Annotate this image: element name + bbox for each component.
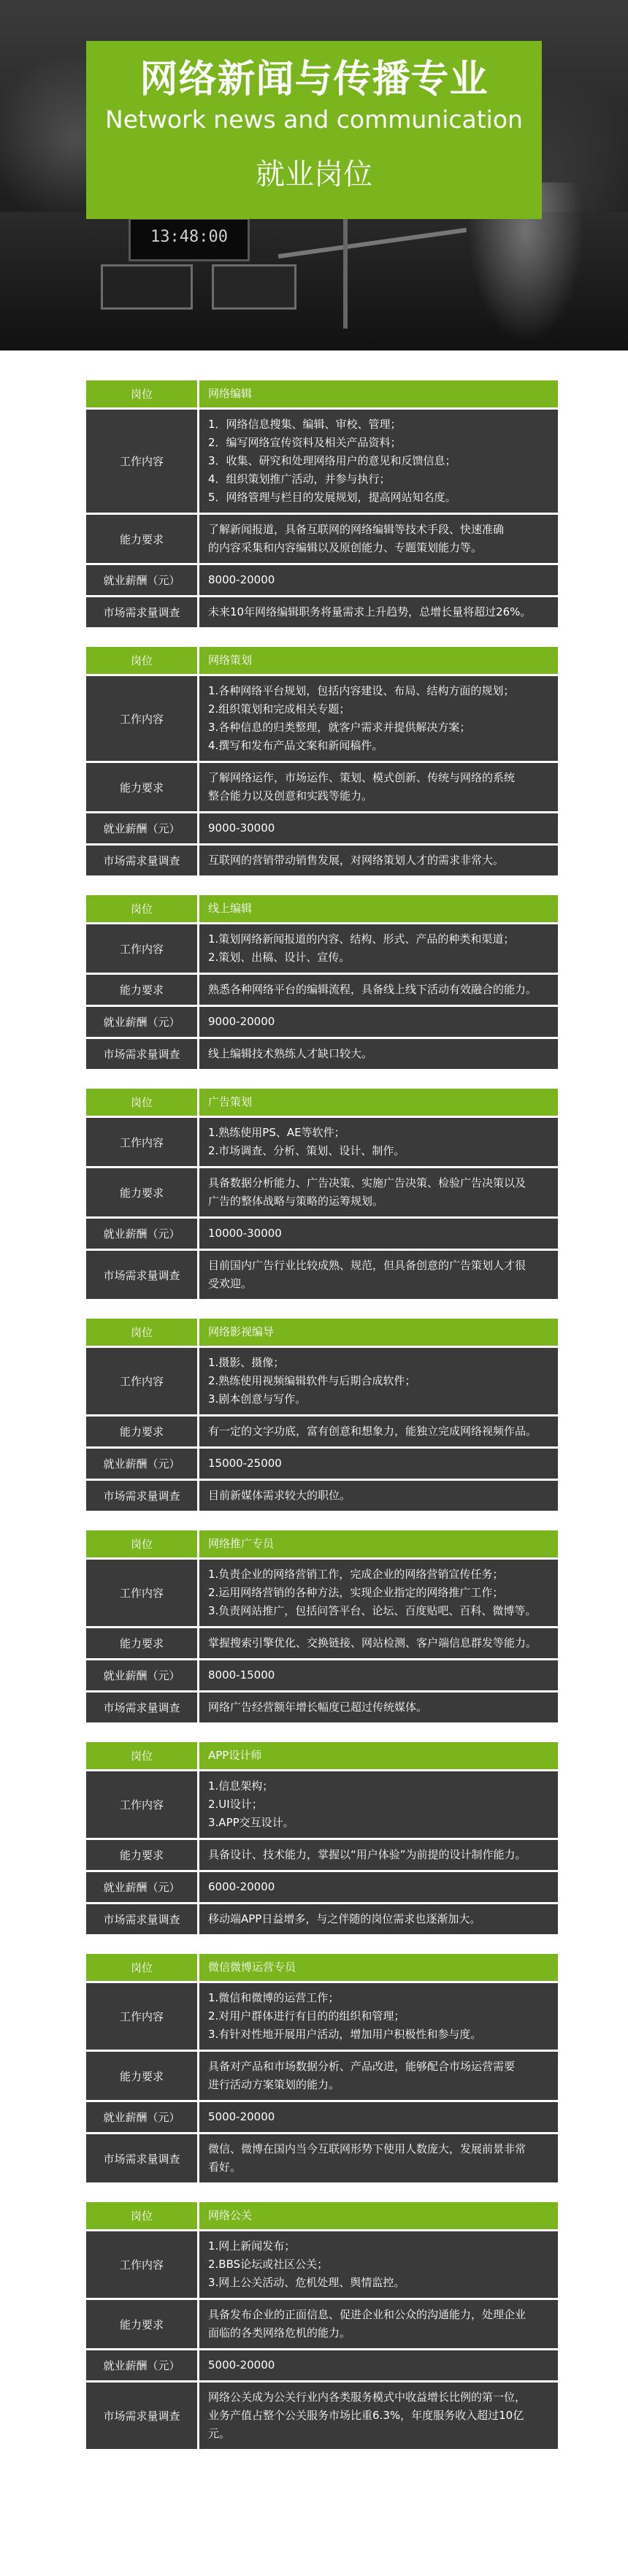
page-title: 网络新闻与传播专业: [139, 58, 489, 101]
market-demand-value: [199, 846, 558, 875]
text-line: 目前国内广告行业比较成熟、规范，但具备创意的广告策划人才很: [208, 1259, 526, 1272]
text-line: 网络公关成为公关行业内各类服务模式中收益增长比例的第一位，: [208, 2391, 526, 2404]
text-line: 5．网络管理与栏目的发展规划，提高网站知名度。: [208, 491, 456, 504]
work-content-label: 工作内容: [86, 1560, 197, 1626]
job-header-row: [86, 1089, 558, 1116]
text-line: 6000-20000: [208, 1880, 275, 1893]
work-content-value: [199, 1771, 558, 1838]
ability-requirement-label: 能力要求: [86, 2052, 197, 2100]
ability-requirement-label: 能力要求: [86, 975, 197, 1005]
ability-requirement-value: [199, 515, 558, 563]
job-table: [86, 1742, 558, 1934]
salary-label: 就业薪酬（元）: [86, 1449, 197, 1479]
salary-value: [199, 1872, 558, 1902]
text-line: 元。: [208, 2427, 231, 2440]
ability-requirement-value: [199, 1840, 558, 1870]
position-label: 岗位: [86, 1742, 197, 1769]
ability-requirement-row: [86, 2300, 558, 2348]
salary-row: [86, 1660, 558, 1690]
salary-value: [199, 1219, 558, 1249]
salary-value: [199, 1449, 558, 1479]
text-line: 移动端APP日益增多，与之伴随的岗位需求也逐渐加大。: [208, 1912, 481, 1925]
job-table: [86, 895, 558, 1069]
position-label: 岗位: [86, 2202, 197, 2229]
position-label: 岗位: [86, 1530, 197, 1557]
work-content-value: [199, 1348, 558, 1414]
market-demand-label: 市场需求量调查: [86, 1904, 197, 1934]
job-table: [86, 1089, 558, 1299]
salary-label: 就业薪酬（元）: [86, 1219, 197, 1249]
ability-requirement-value: [199, 1417, 558, 1446]
position-label: 岗位: [86, 895, 197, 922]
ability-requirement-row: [86, 515, 558, 563]
market-demand-label: 市场需求量调查: [86, 846, 197, 875]
text-line: 5000-20000: [208, 2358, 275, 2372]
page-subtitle: Network news and communication: [105, 105, 523, 134]
work-content-label: 工作内容: [86, 410, 197, 513]
ability-requirement-label: 能力要求: [86, 1168, 197, 1216]
market-demand-row: [86, 1039, 558, 1069]
market-demand-row: [86, 1251, 558, 1299]
text-line: 2.UI设计；: [208, 1798, 263, 1811]
ability-requirement-label: 能力要求: [86, 2300, 197, 2348]
work-content-row: [86, 410, 558, 513]
text-line: 3.有针对性地开展用户活动，增加用户积极性和参与度。: [208, 2028, 482, 2041]
studio-clock: 13:48:00: [129, 218, 250, 261]
text-line: 受欢迎。: [208, 1277, 253, 1290]
text-line: 互联网的营销带动销售发展，对网络策划人才的需求非常大。: [208, 854, 505, 867]
ability-requirement-row: [86, 1168, 558, 1216]
job-table: [86, 1530, 558, 1722]
job-title: 线上编辑: [199, 895, 558, 922]
position-label: 岗位: [86, 647, 197, 674]
text-line: 具备数据分析能力、广告决策、实施广告决策、检验广告决策以及: [208, 1176, 526, 1189]
ability-requirement-row: [86, 763, 558, 811]
job-header-row: [86, 1530, 558, 1557]
work-content-row: [86, 1560, 558, 1626]
ability-requirement-value: [199, 2052, 558, 2100]
studio-monitor: [212, 264, 296, 310]
text-line: 2.运用网络营销的各种方法，实现企业指定的网络推广工作；: [208, 1586, 504, 1599]
job-title: 网络公关: [199, 2202, 558, 2229]
text-line: 熟悉各种网络平台的编辑流程，具备线上线下活动有效融合的能力。: [208, 983, 537, 996]
market-demand-label: 市场需求量调查: [86, 1481, 197, 1511]
text-line: 1.信息架构；: [208, 1779, 274, 1793]
ability-requirement-value: [199, 975, 558, 1005]
salary-row: [86, 565, 558, 595]
job-header-row: [86, 380, 558, 407]
ability-requirement-row: [86, 2052, 558, 2100]
text-line: 有一定的文字功底，富有创意和想象力，能独立完成网络视频作品。: [208, 1425, 537, 1438]
text-line: 3．收集、研究和处理网络用户的意见和反馈信息；: [208, 454, 456, 467]
work-content-value: [199, 1983, 558, 2050]
ability-requirement-value: [199, 1628, 558, 1658]
text-line: 1.网上新闻发布；: [208, 2239, 296, 2253]
market-demand-row: [86, 597, 558, 627]
text-line: 4．组织策划推广活动，并参与执行；: [208, 472, 391, 486]
salary-label: 就业薪酬（元）: [86, 1872, 197, 1902]
text-line: 1.各种网络平台规划，包括内容建设、布局、结构方面的规划；: [208, 684, 515, 697]
ability-requirement-value: [199, 2300, 558, 2348]
job-table: [86, 2202, 558, 2449]
text-line: 目前新媒体需求较大的职位。: [208, 1489, 351, 1502]
market-demand-label: 市场需求量调查: [86, 597, 197, 627]
position-label: 岗位: [86, 380, 197, 407]
salary-label: 就业薪酬（元）: [86, 813, 197, 843]
market-demand-value: [199, 1693, 558, 1722]
hero-banner-image: [0, 0, 628, 350]
market-demand-value: [199, 1481, 558, 1511]
text-line: 网络广告经营额年增长幅度已超过传统媒体。: [208, 1701, 428, 1714]
job-title: 微信微博运营专员: [199, 1954, 558, 1981]
salary-row: [86, 1007, 558, 1037]
text-line: 具备发布企业的正面信息、促进企业和公众的沟通能力，处理企业: [208, 2308, 526, 2321]
market-demand-value: [199, 1251, 558, 1299]
salary-label: 就业薪酬（元）: [86, 1007, 197, 1037]
position-label: 岗位: [86, 1319, 197, 1346]
text-line: 的内容采集和内容编辑以及原创能力、专题策划能力等。: [208, 541, 483, 554]
salary-row: [86, 1449, 558, 1479]
market-demand-value: [199, 2383, 558, 2449]
text-line: 了解新闻报道，具备互联网的网络编辑等技术手段、快速准确: [208, 523, 505, 536]
salary-row: [86, 1219, 558, 1249]
job-title: 网络影视编导: [199, 1319, 558, 1346]
text-line: 掌握搜索引擎优化、交换链接、网站检测、客户端信息群发等能力。: [208, 1636, 537, 1649]
section-title: 就业岗位: [256, 158, 372, 191]
work-content-value: [199, 410, 558, 513]
ability-requirement-value: [199, 1168, 558, 1216]
text-line: 2.对用户群体进行有目的的组织和管理；: [208, 2009, 405, 2023]
market-demand-label: 市场需求量调查: [86, 1251, 197, 1299]
salary-row: [86, 813, 558, 843]
text-line: 4.撰写和发布产品文案和新闻稿件。: [208, 739, 383, 752]
salary-label: 就业薪酬（元）: [86, 2350, 197, 2380]
market-demand-row: [86, 2383, 558, 2449]
ability-requirement-row: [86, 1417, 558, 1446]
work-content-row: [86, 1983, 558, 2050]
job-header-row: [86, 2202, 558, 2229]
text-line: 2.策划、出稿、设计、宣传。: [208, 951, 351, 964]
work-content-row: [86, 1771, 558, 1838]
market-demand-value: [199, 597, 558, 627]
text-line: 2.BBS论坛或社区公关；: [208, 2258, 329, 2271]
ability-requirement-label: 能力要求: [86, 1840, 197, 1870]
work-content-value: [199, 1118, 558, 1166]
salary-value: [199, 1007, 558, 1037]
salary-row: [86, 1872, 558, 1902]
market-demand-row: [86, 2134, 558, 2182]
ability-requirement-value: [199, 763, 558, 811]
position-label: 岗位: [86, 1954, 197, 1981]
job-title: APP设计师: [199, 1742, 558, 1769]
work-content-label: 工作内容: [86, 1983, 197, 2050]
work-content-value: [199, 2231, 558, 2298]
job-title: 网络策划: [199, 647, 558, 674]
job-header-row: [86, 1742, 558, 1769]
work-content-label: 工作内容: [86, 924, 197, 973]
text-line: 1.熟练使用PS、AE等软件；: [208, 1126, 345, 1139]
work-content-row: [86, 676, 558, 761]
text-line: 3.剧本创意与写作。: [208, 1392, 307, 1406]
salary-value: [199, 1660, 558, 1690]
text-line: 2.市场调查、分析、策划、设计、制作。: [208, 1144, 405, 1157]
text-line: 广告的整体战略与策略的运筹规划。: [208, 1195, 384, 1208]
text-line: 2.组织策划和完成相关专题；: [208, 702, 351, 716]
job-title: 网络推广专员: [199, 1530, 558, 1557]
text-line: 整合能力以及创意和实践等能力。: [208, 789, 373, 802]
text-line: 10000-30000: [208, 1227, 282, 1240]
market-demand-value: [199, 1039, 558, 1069]
text-line: 2．编写网络宣传资料及相关产品资料；: [208, 436, 402, 449]
text-line: 2.熟练使用视频编辑软件与后期合成软件；: [208, 1374, 416, 1387]
job-table: [86, 1319, 558, 1511]
text-line: 线上编辑技术熟练人才缺口较大。: [208, 1047, 373, 1060]
text-line: 1.策划网络新闻报道的内容、结构、形式、产品的种类和渠道；: [208, 932, 515, 946]
work-content-row: [86, 924, 558, 973]
salary-row: [86, 2102, 558, 2132]
job-table: [86, 647, 558, 875]
work-content-label: 工作内容: [86, 1771, 197, 1838]
job-header-row: [86, 1954, 558, 1981]
ability-requirement-row: [86, 1840, 558, 1870]
work-content-value: [199, 676, 558, 761]
market-demand-label: 市场需求量调查: [86, 1039, 197, 1069]
text-line: 1.负责企业的网络营销工作，完成企业的网络营销宣传任务；: [208, 1568, 504, 1581]
text-line: 面临的各类网络危机的能力。: [208, 2326, 351, 2339]
ability-requirement-row: [86, 1628, 558, 1658]
job-list: [86, 380, 558, 2469]
text-line: 具备设计、技术能力，掌握以“用户体验”为前提的设计制作能力。: [208, 1848, 526, 1861]
work-content-value: [199, 924, 558, 973]
text-line: 业务产值占整个公关服务市场比重6.3%，年度服务收入超过10亿: [208, 2409, 524, 2422]
salary-value: [199, 2102, 558, 2132]
text-line: 1.微信和微博的运营工作；: [208, 1991, 340, 2004]
market-demand-row: [86, 1693, 558, 1722]
market-demand-row: [86, 846, 558, 875]
ability-requirement-label: 能力要求: [86, 1628, 197, 1658]
text-line: 微信、微博在国内当今互联网形势下使用人数庞大，发展前景非常: [208, 2142, 526, 2155]
text-line: 了解网络运作，市场运作、策划、模式创新、传统与网络的系统: [208, 771, 516, 784]
position-label: 岗位: [86, 1089, 197, 1116]
salary-row: [86, 2350, 558, 2380]
salary-label: 就业薪酬（元）: [86, 2102, 197, 2132]
salary-label: 就业薪酬（元）: [86, 565, 197, 595]
job-table: [86, 1954, 558, 2182]
text-line: 15000-25000: [208, 1457, 282, 1470]
market-demand-value: [199, 2134, 558, 2182]
ability-requirement-label: 能力要求: [86, 763, 197, 811]
text-line: 具备对产品和市场数据分析、产品改进，能够配合市场运营需要: [208, 2060, 516, 2073]
work-content-row: [86, 1118, 558, 1166]
job-table: [86, 380, 558, 627]
title-banner: [86, 41, 542, 219]
job-header-row: [86, 1319, 558, 1346]
ability-requirement-row: [86, 975, 558, 1005]
text-line: 9000-30000: [208, 821, 275, 835]
work-content-label: 工作内容: [86, 2231, 197, 2298]
work-content-label: 工作内容: [86, 676, 197, 761]
studio-stand: [343, 219, 348, 329]
salary-label: 就业薪酬（元）: [86, 1660, 197, 1690]
text-line: 3.各种信息的归类整理，就客户需求并提供解决方案；: [208, 721, 471, 734]
work-content-value: [199, 1560, 558, 1626]
text-line: 1.摄影、摄像；: [208, 1356, 285, 1369]
text-line: 9000-20000: [208, 1015, 275, 1028]
job-title: 网络编辑: [199, 380, 558, 407]
text-line: 5000-20000: [208, 2110, 275, 2123]
text-line: 进行活动方案策划的能力。: [208, 2078, 340, 2091]
text-line: 8000-15000: [208, 1668, 275, 1682]
market-demand-label: 市场需求量调查: [86, 2134, 197, 2182]
work-content-row: [86, 1348, 558, 1414]
text-line: 未来10年网络编辑职务将量需求上升趋势，总增长量将超过26%。: [208, 605, 532, 618]
salary-value: [199, 813, 558, 843]
job-header-row: [86, 647, 558, 674]
ability-requirement-label: 能力要求: [86, 515, 197, 563]
salary-value: [199, 565, 558, 595]
job-header-row: [86, 895, 558, 922]
text-line: 8000-20000: [208, 573, 275, 586]
job-title: 广告策划: [199, 1089, 558, 1116]
work-content-row: [86, 2231, 558, 2298]
market-demand-value: [199, 1904, 558, 1934]
salary-value: [199, 2350, 558, 2380]
market-demand-label: 市场需求量调查: [86, 1693, 197, 1722]
market-demand-row: [86, 1904, 558, 1934]
market-demand-label: 市场需求量调查: [86, 2383, 197, 2449]
work-content-label: 工作内容: [86, 1118, 197, 1166]
text-line: 1．网络信息搜集、编辑、审校、管理；: [208, 418, 402, 431]
text-line: 3.负责网站推广，包括问答平台、论坛、百度贴吧、百科、微博等。: [208, 1604, 537, 1617]
text-line: 3.APP交互设计。: [208, 1816, 294, 1829]
ability-requirement-label: 能力要求: [86, 1417, 197, 1446]
studio-monitor: [101, 264, 193, 310]
market-demand-row: [86, 1481, 558, 1511]
text-line: 看好。: [208, 2161, 242, 2174]
text-line: 3.网上公关活动、危机处理、舆情监控。: [208, 2276, 405, 2289]
work-content-label: 工作内容: [86, 1348, 197, 1414]
